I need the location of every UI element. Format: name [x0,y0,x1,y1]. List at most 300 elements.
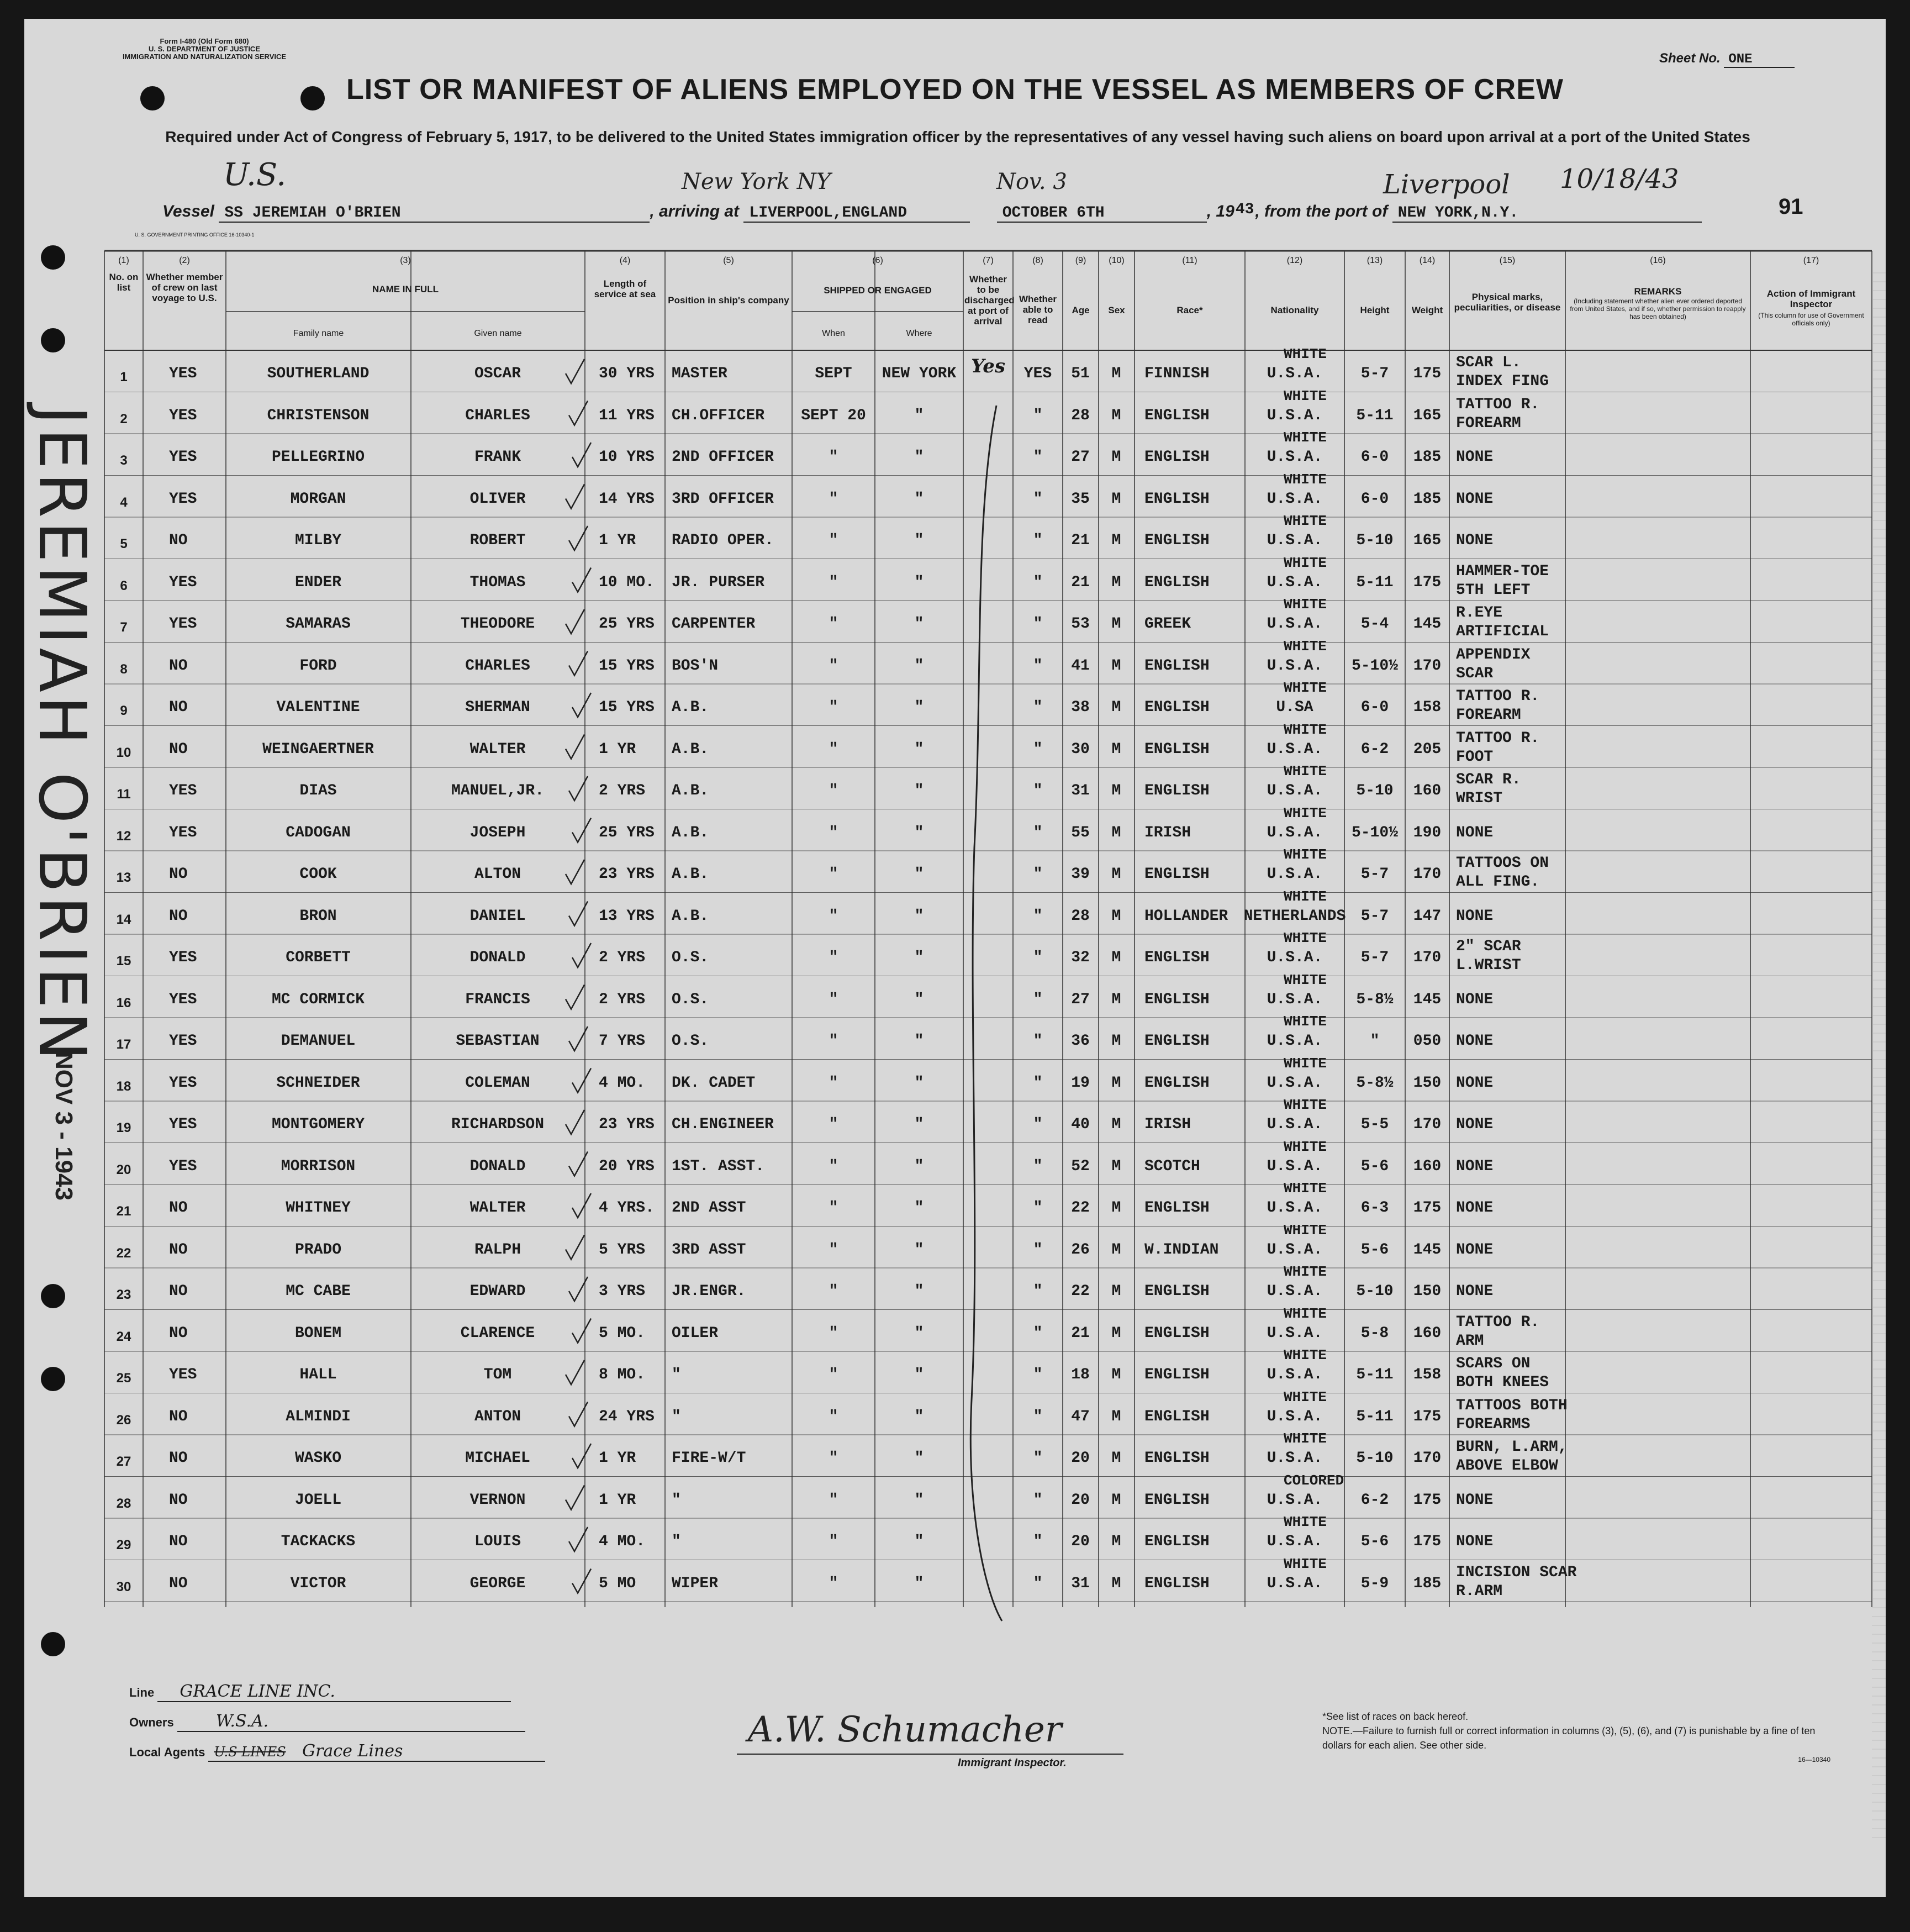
weight: 185 [1413,490,1442,508]
family-name: DEMANUEL [281,1033,356,1050]
position: MASTER [672,365,727,382]
age: 18 [1071,1366,1090,1383]
check-mark [566,1360,584,1384]
shipped-where: " [914,907,924,925]
shipped-where: " [914,1033,924,1050]
able-to-read: " [1033,615,1043,633]
race: FINNISH [1144,365,1210,382]
shipped-where: " [914,532,924,549]
physical-marks-line2: INDEX FING [1456,373,1549,390]
sex: M [1111,949,1121,966]
physical-marks-line2: R.ARM [1456,1582,1503,1600]
weight: 185 [1413,1575,1442,1592]
shipped-when: SEPT [815,365,852,382]
race: IRISH [1144,824,1191,841]
nationality: U.S.A. [1267,1450,1323,1467]
form-number: Form I-480 (Old Form 680) [160,37,249,45]
weight: 190 [1413,824,1442,841]
age: 47 [1071,1408,1090,1425]
nationality: NETHERLANDS [1243,907,1346,925]
position: A.B. [672,907,709,925]
position: A.B. [672,866,709,883]
nationality: U.S.A. [1267,991,1323,1008]
physical-marks-line1: NONE [1456,1533,1494,1550]
length-service: 8 MO. [599,1366,646,1383]
length-service: 23 YRS [599,866,655,883]
inspector-label: Immigrant Inspector. [958,1757,1067,1769]
able-to-read: " [1033,699,1043,716]
weight: 170 [1413,1116,1442,1133]
nationality: U.S.A. [1267,490,1323,508]
nationality-race-line: WHITE [1284,513,1327,529]
family-name: FORD [299,657,337,675]
agents-struck: U.S LINES [214,1744,286,1760]
last-voyage: NO [169,532,188,549]
sheet-value: ONE [1724,52,1795,68]
physical-marks-line2: FOREARMS [1456,1415,1531,1433]
position: A.B. [672,699,709,716]
nationality-race-line: WHITE [1284,1514,1327,1530]
height: 6-3 [1360,1199,1389,1217]
shipped-where: " [914,1575,924,1592]
given-name: SEBASTIAN [456,1033,540,1050]
length-service: 4 MO. [599,1074,646,1092]
column-number: (17) [1803,256,1819,265]
nationality-race-line: WHITE [1284,888,1327,905]
family-name: WEINGAERTNER [262,740,374,758]
able-to-read: " [1033,1074,1043,1092]
shipped-when: " [829,490,838,508]
row-number: 3 [120,453,128,468]
nationality: U.S.A. [1267,1241,1323,1259]
height: 5-10 [1356,1450,1394,1467]
physical-marks-line1: NONE [1456,1116,1494,1133]
sex: M [1111,1116,1121,1133]
age: 51 [1071,365,1090,382]
able-to-read: " [1033,1408,1043,1425]
physical-marks-line1: NONE [1456,1283,1494,1300]
family-name: SOUTHERLAND [267,365,370,382]
able-to-read: " [1033,449,1043,466]
check-mark [566,860,584,884]
shipped-where: " [914,615,924,633]
row-number: 19 [116,1120,131,1135]
sex: M [1111,1033,1121,1050]
height: 5-11 [1356,1408,1394,1425]
position: CARPENTER [672,615,756,633]
header-length-service: Length of service at sea [594,278,656,299]
column-number: (10) [1109,256,1125,265]
physical-marks-line1: NONE [1456,490,1494,508]
sex: M [1111,782,1121,799]
physical-marks-line2: ARTIFICIAL [1456,623,1549,640]
shipped-where: " [914,1491,924,1509]
position: RADIO OPER. [672,532,774,549]
position: 3RD ASST [672,1241,746,1259]
nationality-race-line: WHITE [1284,1097,1327,1113]
given-name: RALPH [474,1241,521,1259]
age: 28 [1071,407,1090,424]
shipped-where: " [914,1074,924,1092]
given-name: MICHAEL [465,1450,530,1467]
able-to-read: " [1033,407,1043,424]
last-voyage: NO [169,1241,188,1259]
shipped-where: " [914,699,924,716]
physical-marks-line2: ABOVE ELBOW [1456,1457,1558,1475]
given-name: ROBERT [469,532,526,549]
check-mark [572,818,591,843]
check-mark [572,693,591,717]
shipped-when: " [829,1241,838,1259]
nationality-race-line: COLORED [1284,1472,1344,1489]
race: ENGLISH [1144,449,1210,466]
sex: M [1111,1324,1121,1342]
sex: M [1111,907,1121,925]
weight: 175 [1413,573,1442,591]
able-to-read: " [1033,1324,1043,1342]
sex: M [1111,1575,1121,1592]
row-number: 8 [120,661,128,677]
family-name: MC CABE [286,1283,351,1300]
position: O.S. [672,949,709,966]
position: BOS'N [672,657,719,675]
nationality: U.S.A. [1267,449,1323,466]
check-mark [572,1569,591,1593]
nationality-race-line: WHITE [1284,680,1327,696]
given-name: FRANK [474,449,521,466]
sex: M [1111,573,1121,591]
sex: M [1111,532,1121,549]
header-read: Whether able to read [1019,294,1057,325]
age: 55 [1071,824,1090,841]
length-service: 10 MO. [599,573,655,591]
age: 21 [1071,532,1090,549]
nationality-race-line: WHITE [1284,554,1327,571]
last-voyage: NO [169,1199,188,1217]
row-number: 7 [120,620,128,635]
age: 27 [1071,991,1090,1008]
family-name: MILBY [294,532,342,549]
nationality-race-line: WHITE [1284,1180,1327,1197]
from-port: NEW YORK,N.Y. [1392,204,1702,223]
given-name: GEORGE [469,1575,526,1592]
header-position: Position in ship's company [668,295,789,306]
nationality-race-line: WHITE [1284,471,1327,488]
shipped-when: " [829,866,838,883]
check-mark [566,485,584,509]
check-mark [566,359,584,383]
physical-marks-line1: NONE [1456,1491,1494,1509]
shipped-when: " [829,657,838,675]
header-remarks: REMARKS [1634,286,1682,297]
able-to-read: " [1033,657,1043,675]
weight: 170 [1413,866,1442,883]
length-service: 2 YRS [599,949,646,966]
nationality: U.S.A. [1267,949,1323,966]
length-service: 10 YRS [599,449,655,466]
family-name: PRADO [294,1241,342,1259]
discharged: Yes [970,355,1006,377]
able-to-read: " [1033,949,1043,966]
weight: 170 [1413,1450,1442,1467]
able-to-read: " [1033,1533,1043,1550]
sex: M [1111,1491,1121,1509]
nationality-race-line: WHITE [1284,1305,1327,1322]
physical-marks-line1: NONE [1456,1033,1494,1050]
nationality: U.S.A. [1267,740,1323,758]
last-voyage: YES [169,824,197,841]
race: ENGLISH [1144,1283,1210,1300]
shipped-when: " [829,782,838,799]
physical-marks-line1: NONE [1456,1074,1494,1092]
nationality-race-line: WHITE [1284,596,1327,613]
check-mark [566,1235,584,1260]
given-name: ANTON [474,1408,521,1425]
length-service: 5 MO. [599,1324,646,1342]
header-name-in-full: NAME IN FULL [372,284,439,294]
shipped-where: " [914,407,924,424]
length-service: 30 YRS [599,365,655,382]
weight: 165 [1413,532,1442,549]
physical-marks-line1: SCARS ON [1456,1355,1531,1372]
height: 6-0 [1360,449,1389,466]
last-voyage: YES [169,407,197,424]
shipped-where: " [914,449,924,466]
position: A.B. [672,824,709,841]
able-to-read: " [1033,866,1043,883]
physical-marks-line2: WRIST [1456,790,1503,807]
physical-marks-line1: INCISION SCAR [1456,1564,1577,1581]
owners-label: Owners [129,1715,174,1729]
shipped-when: " [829,615,838,633]
last-voyage: NO [169,699,188,716]
check-mark [572,1444,591,1468]
physical-marks-line1: TATTOO R. [1456,396,1540,413]
height: 5-10½ [1351,657,1399,675]
shipped-when: " [829,1408,838,1425]
height: 5-4 [1360,615,1389,633]
shipped-where: " [914,824,924,841]
weight: 175 [1413,1533,1442,1550]
shipped-where: " [914,740,924,758]
shipped-when: " [829,824,838,841]
row-number: 5 [120,536,128,551]
header-last-voyage: Whether member of crew on last voyage to U.S. [146,272,223,303]
race: ENGLISH [1144,1533,1210,1550]
shipped-when: " [829,1450,838,1467]
given-name: SHERMAN [465,699,530,716]
position: FIRE-W/T [672,1450,746,1467]
given-name: JOSEPH [469,824,526,841]
race: ENGLISH [1144,1491,1210,1509]
shipped-when: " [829,699,838,716]
printing-office: U. S. GOVERNMENT PRINTING OFFICE 16-10340-1 [135,232,255,238]
weight: 150 [1413,1074,1442,1092]
nationality: U.S.A. [1267,1366,1323,1383]
able-to-read: " [1033,1199,1043,1217]
last-voyage: NO [169,1450,188,1467]
last-voyage: NO [169,1575,188,1592]
arrival-date: OCTOBER 6TH [997,204,1207,223]
physical-marks-line1: NONE [1456,449,1494,466]
shipped-when: " [829,573,838,591]
given-name: WALTER [469,1199,526,1217]
family-name: CORBETT [286,949,351,966]
header-physical-marks: Physical marks, peculiarities, or disease [1454,292,1561,313]
height: 5-5 [1360,1116,1389,1133]
owners-value: W.S.A. [177,1712,525,1732]
race: ENGLISH [1144,532,1210,549]
row-number: 6 [120,578,128,593]
age: 20 [1071,1450,1090,1467]
family-name: HALL [299,1366,337,1383]
length-service: 1 YR [599,740,636,758]
physical-marks-line1: SCAR L. [1456,354,1521,371]
age: 19 [1071,1074,1090,1092]
race: ENGLISH [1144,1324,1210,1342]
check-mark [566,609,584,634]
position: JR.ENGR. [672,1283,746,1300]
given-name: CHARLES [465,407,530,424]
family-name: VICTOR [290,1575,346,1592]
header-sex: Sex [1108,305,1125,315]
physical-marks-line1: TATTOO R. [1456,1313,1540,1331]
shipped-when: " [829,532,838,549]
age: 27 [1071,449,1090,466]
race: SCOTCH [1144,1157,1200,1175]
row-number: 14 [116,912,131,927]
height: 5-10 [1356,782,1394,799]
able-to-read: " [1033,907,1043,925]
height: 5-11 [1356,573,1394,591]
sex: M [1111,991,1121,1008]
able-to-read: " [1033,782,1043,799]
physical-marks-line1: NONE [1456,991,1494,1008]
sex: M [1111,490,1121,508]
position: 2ND OFFICER [672,449,774,466]
header-action-sub: (This column for use of Government officials only) [1758,312,1864,327]
race: ENGLISH [1144,1033,1210,1050]
nationality-race-line: WHITE [1284,763,1327,780]
height: 5-10 [1356,1283,1394,1300]
last-voyage: YES [169,490,197,508]
agents-value [208,1741,545,1762]
header-age: Age [1072,305,1090,315]
check-mark [572,1193,591,1218]
physical-marks-line2: SCAR [1456,665,1494,682]
sex: M [1111,1074,1121,1092]
shipped-where: " [914,1157,924,1175]
weight: 145 [1413,1241,1442,1259]
shipped-where: " [914,1408,924,1425]
column-number: (8) [1032,256,1043,265]
row-number: 9 [120,703,128,718]
given-name: OSCAR [474,365,521,382]
given-name: TOM [483,1366,512,1383]
nationality: U.S.A. [1267,365,1323,382]
nationality: U.S.A. [1267,1116,1323,1133]
able-to-read: " [1033,490,1043,508]
shipped-where: " [914,1116,924,1133]
column-number: (11) [1182,256,1197,265]
penalty-note: NOTE.—Failure to furnish full or correct information in columns (3), (5), (6), and (7) is punishable by a fine of ten dollars for each alien. See other side. [1322,1725,1816,1751]
header-no-on-list: No. on list [109,272,139,293]
header-when: When [822,329,845,338]
header-family-name: Family name [293,329,344,338]
line-label: Line [129,1686,155,1699]
family-name: VALENTINE [276,699,360,716]
able-to-read: YES [1023,365,1052,382]
sex: M [1111,1157,1121,1175]
weight: 170 [1413,949,1442,966]
column-number: (7) [983,256,994,265]
length-service: 2 YRS [599,991,646,1008]
nationality-race-line: WHITE [1284,1222,1327,1239]
length-service: 5 YRS [599,1241,646,1259]
nationality: U.S.A. [1267,824,1323,841]
shipped-where: " [914,1283,924,1300]
arriving-label: , arriving at [650,202,740,220]
height: 5-11 [1356,1366,1394,1383]
vessel-label: Vessel [162,202,214,220]
position: CH.ENGINEER [672,1116,774,1133]
check-mark [572,443,591,467]
vessel-name: SS JEREMIAH O'BRIEN [219,204,650,223]
family-name: JOELL [294,1491,342,1509]
sex: M [1111,1241,1121,1259]
given-name: COLEMAN [465,1074,530,1092]
family-name: MORRISON [281,1157,356,1175]
header-given-name: Given name [474,329,522,338]
given-name: DONALD [469,1157,526,1175]
nationality: U.S.A. [1267,1033,1323,1050]
row-number: 20 [116,1162,131,1177]
family-name: SAMARAS [286,615,351,633]
shipped-when: " [829,1324,838,1342]
able-to-read: " [1033,1491,1043,1509]
shipped-when: " [829,740,838,758]
agents-field [129,1741,545,1762]
shipped-when: " [829,1074,838,1092]
physical-marks-line1: TATTOO R. [1456,688,1540,705]
able-to-read: " [1033,1366,1043,1383]
race: GREEK [1144,615,1191,633]
shipped-when: " [829,1491,838,1509]
row-number: 24 [116,1329,131,1344]
race: ENGLISH [1144,1366,1210,1383]
nationality: U.S.A. [1267,1283,1323,1300]
form-code: 16—10340 [1798,1756,1830,1763]
last-voyage: NO [169,1283,188,1300]
race: ENGLISH [1144,573,1210,591]
race: ENGLISH [1144,407,1210,424]
physical-marks-line2: BOTH KNEES [1456,1374,1549,1391]
position: O.S. [672,1033,709,1050]
nationality-race-line: WHITE [1284,387,1327,404]
weight: 147 [1413,907,1442,925]
nationality: U.S.A. [1267,1074,1323,1092]
nationality: U.S.A. [1267,782,1323,799]
height: 5-9 [1360,1575,1389,1592]
header-remarks-sub: (Including statement whether alien ever ordered deported from United States, and if so, whether permission to reapply has been obtained) [1570,297,1746,320]
shipped-when: " [829,449,838,466]
header-action: Action of Immigrant Inspector [1766,288,1856,309]
physical-marks-line2: FOOT [1456,748,1494,766]
height: 5-8 [1360,1324,1389,1342]
sex: M [1111,657,1121,675]
sex: M [1111,1283,1121,1300]
position: OILER [672,1324,719,1342]
